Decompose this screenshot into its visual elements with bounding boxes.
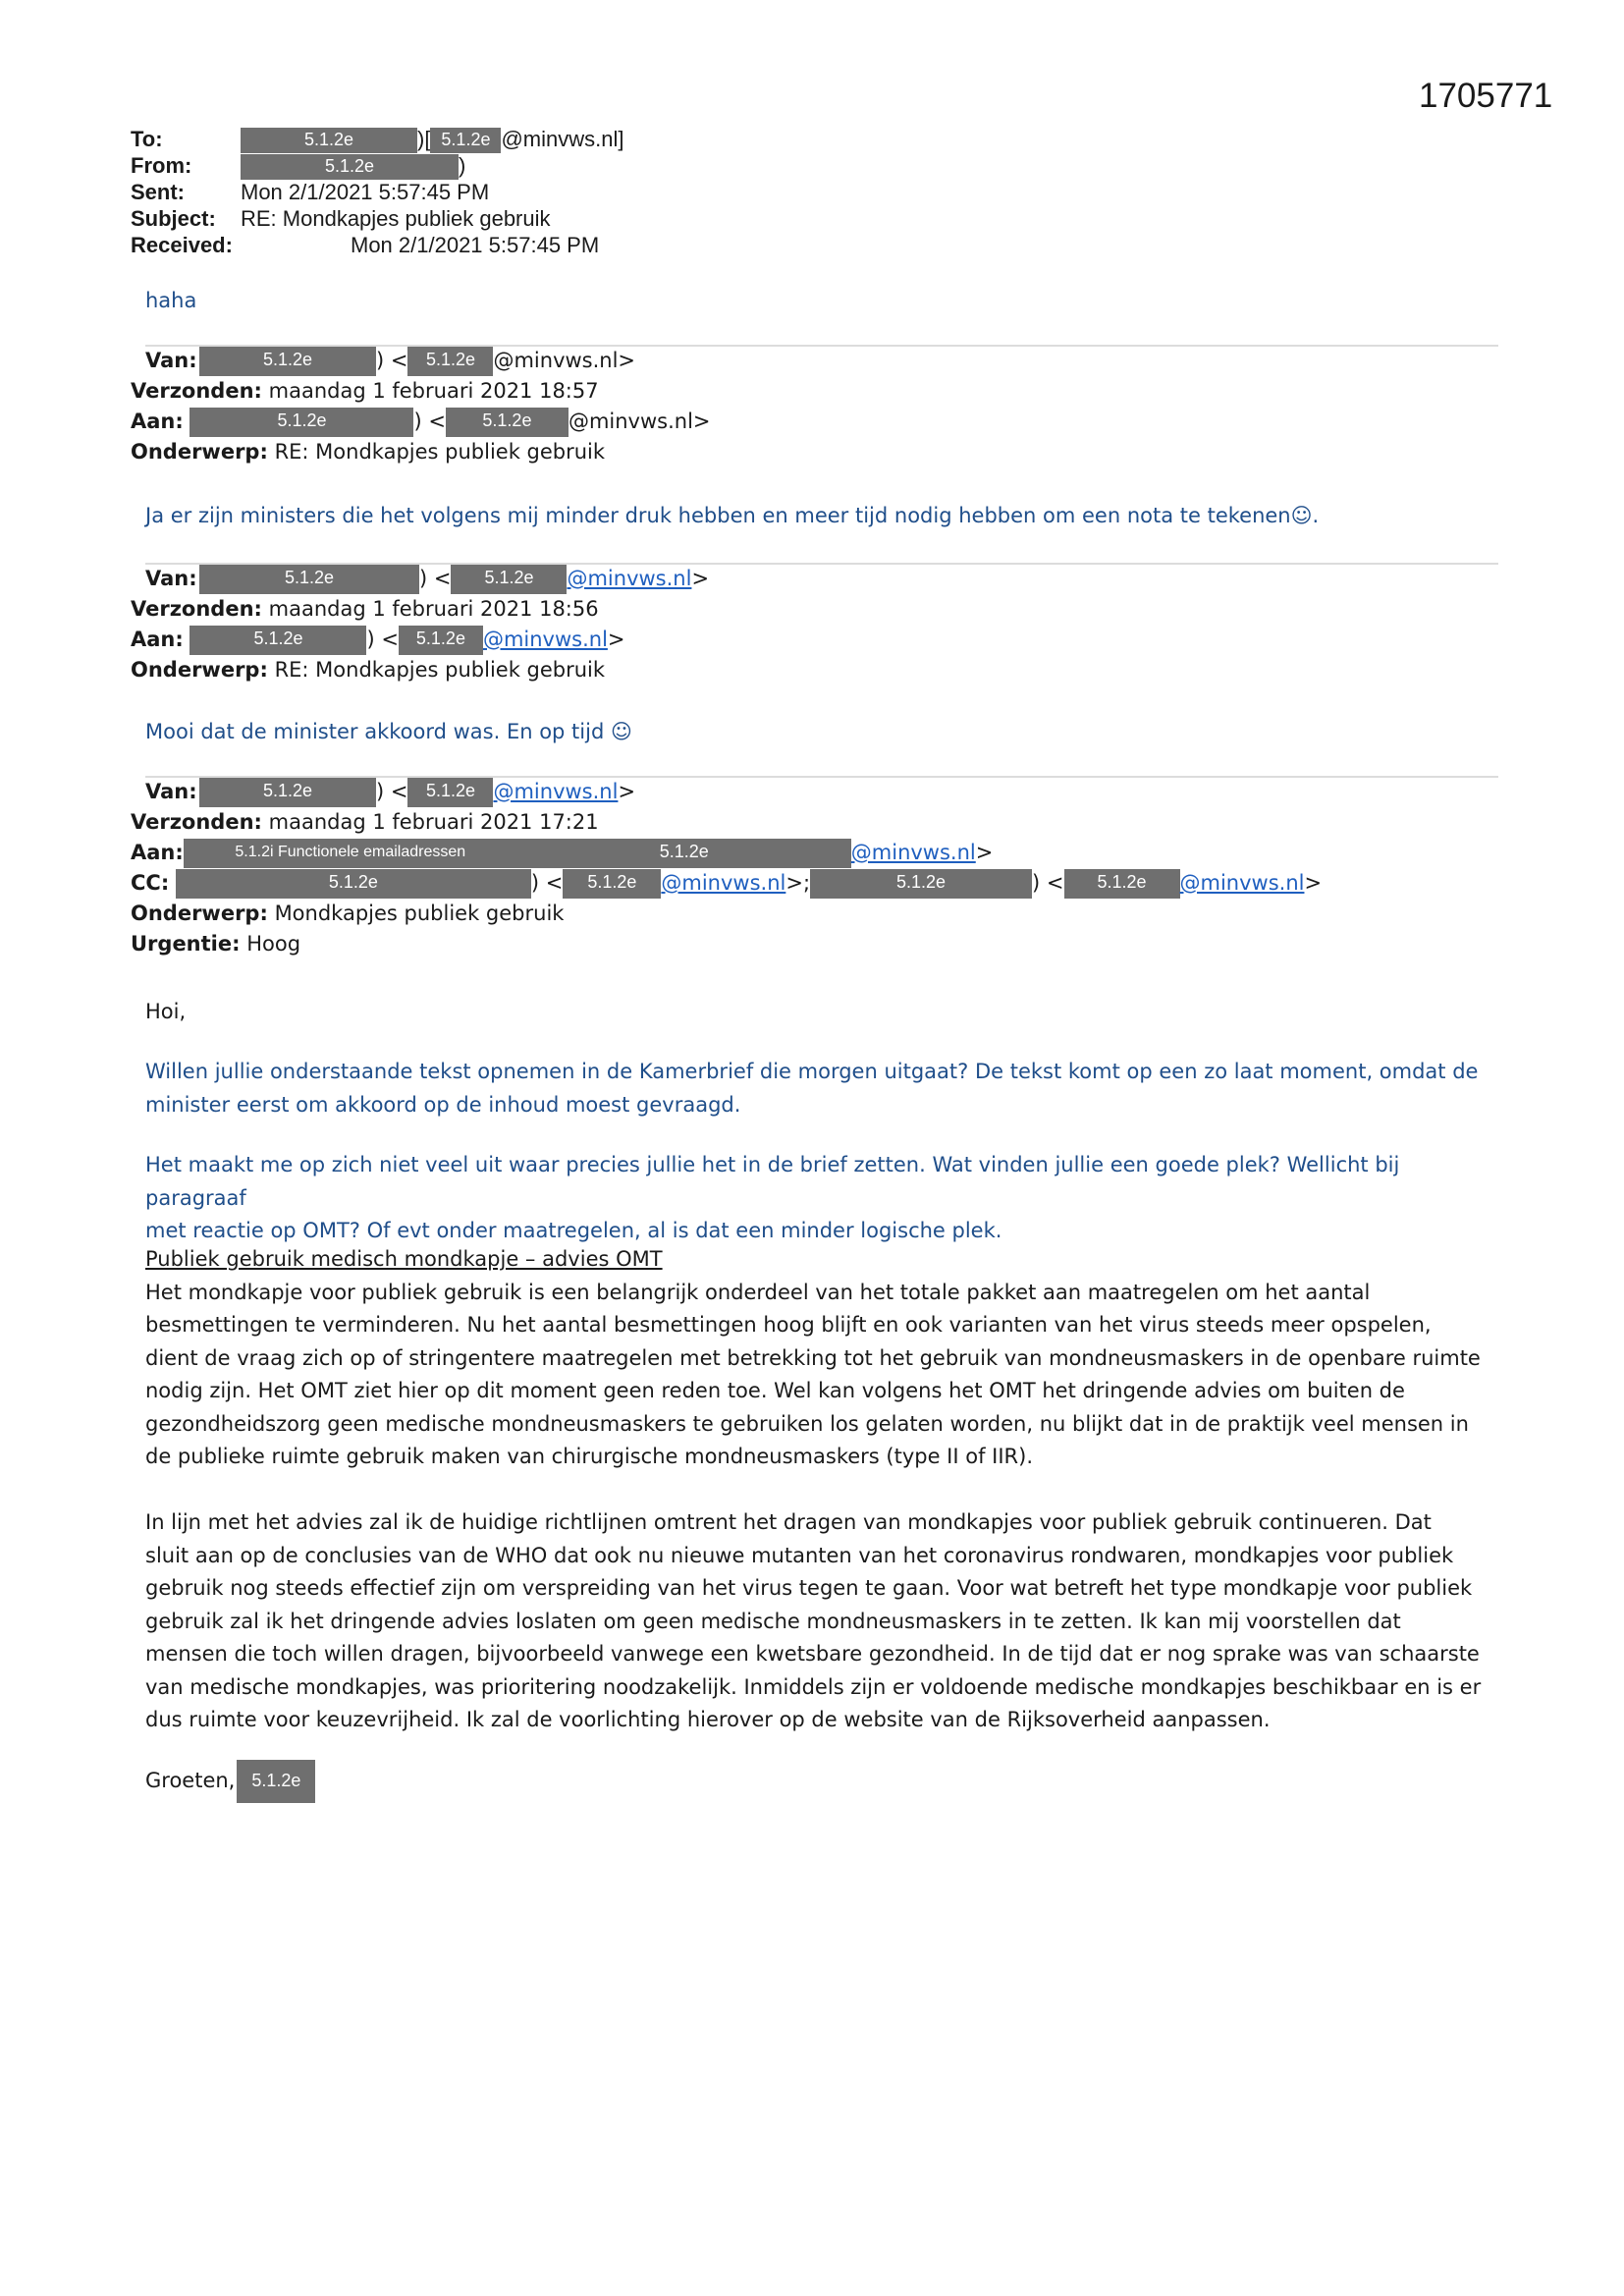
email2-van-value xyxy=(199,564,709,594)
redaction-box: 5.1.2e xyxy=(199,347,376,376)
email2-verzonden-row xyxy=(131,594,625,625)
email1-aan-label: Aan: xyxy=(131,410,184,433)
header-subject-value: RE: Mondkapjes publiek gebruik xyxy=(241,206,551,231)
section-para2-line: In lijn met het advies zal ik de huidige richtlijnen omtrent het dragen van mondkapjes voor publiek gebruik continueren. Dat xyxy=(145,1510,1432,1534)
redaction-box: 5.1.2e xyxy=(563,869,661,899)
header-to-domain: @minvws.nl] xyxy=(501,127,624,151)
email2-verzonden-label: Verzonden: xyxy=(131,597,262,621)
section-para1-line: de publieke ruimte gebruik maken van chirurgische mondneusmaskers (type II of IIR). xyxy=(145,1445,1034,1468)
email1-body: Ja er zijn ministers die het volgens mij minder druk hebben en meer tijd nodig hebben om een nota te tekenen☺. xyxy=(145,504,1320,527)
email3-van-row xyxy=(131,777,1322,807)
email2-body: Mooi dat de minister akkoord was. En op tijd ☺ xyxy=(145,720,632,743)
redaction-box: 5.1.2e xyxy=(451,565,567,594)
email3-verzonden-label: Verzonden: xyxy=(131,810,262,834)
section-para1-line: dient de vraag zich op of stringentere maatregelen met betrekking tot het gebruik van mondneusmaskers in de openbare ruimte xyxy=(145,1345,1481,1370)
email2-aan-label: Aan: xyxy=(131,628,184,651)
email3-verzonden-row xyxy=(131,807,1322,838)
section-para2-line: van medische mondkapjes, was prioritering noodzakelijk. Inmiddels zijn er voldoende medische mondkapjes beschikbaar en is er xyxy=(145,1674,1482,1699)
email2-aan-link[interactable]: @minvws.nl xyxy=(482,628,608,651)
section-para1-line: nodig zijn. Het OMT ziet hier op dit moment geen reden toe. Wel kan volgens het OMT het dringende advies om buiten de xyxy=(145,1379,1405,1402)
section-para1-line: besmettingen te verminderen. Nu het aantal besmettingen hoog blijft en ook varianten van het virus steeds meer opspelen, xyxy=(145,1313,1432,1337)
header-from-label: From: xyxy=(131,153,192,178)
email1-verzonden-value: maandag 1 februari 2021 18:57 xyxy=(268,379,599,403)
quoted-email-1 xyxy=(131,346,711,467)
email3-para1-line: minister eerst om akkoord op de inhoud moest gevraagd. xyxy=(145,1092,741,1117)
email3-van-close: > xyxy=(618,780,636,803)
header-subject-label: Subject: xyxy=(131,206,216,231)
quoted-email-3 xyxy=(131,777,1322,959)
email3-onderwerp-row xyxy=(131,899,1322,929)
section-para2-line: gebruik nog steeds effectief zijn om verspreiding van het virus tegen te gaan. Voor wat betreft het type mondkapje voor publiek xyxy=(145,1576,1473,1600)
email2-verzonden-value: maandag 1 februari 2021 18:56 xyxy=(268,597,599,621)
email2-aan-row xyxy=(131,625,625,655)
email3-cc-link-2[interactable]: @minvws.nl xyxy=(1179,871,1305,895)
header-received-label: Received: xyxy=(131,233,233,257)
header-sent-label: Sent: xyxy=(131,180,185,204)
section-para1-line: Het mondkapje voor publiek gebruik is een belangrijk onderdeel van het totale pakket aan maatregelen om het aantal xyxy=(145,1280,1371,1304)
email3-van-sep: ) < xyxy=(376,780,408,803)
redaction-box: 5.1.2e xyxy=(407,347,493,376)
redaction-box: 5.1.2e xyxy=(446,408,568,437)
section-para2-line: mensen die toch willen dragen, bijvoorbeeld vanwege een kwetsbare gezondheid. In de tijd dat er nog sprake was van schaarste xyxy=(145,1642,1480,1666)
email3-greeting: Hoi, xyxy=(145,1000,187,1023)
email3-aan-label: Aan: xyxy=(131,841,184,864)
email3-para2-line: met reactie op OMT? Of evt onder maatregelen, al is dat een minder logische plek. xyxy=(145,1219,1002,1242)
redaction-box: 5.1.2e xyxy=(241,128,417,153)
header-to-label: To: xyxy=(131,127,163,151)
email3-van-label: Van: xyxy=(145,780,197,803)
section-para2-line: gebruik zal ik het dringende advies loslaten om geen medische mondneusmaskers in te zetten. Ik kan mij voorstellen dat xyxy=(145,1609,1401,1633)
redaction-box: 5.1.2e xyxy=(237,1760,315,1803)
email3-onderwerp-label: Onderwerp: xyxy=(131,902,268,925)
header-from-value xyxy=(241,152,465,180)
reply-body: haha xyxy=(145,289,197,312)
email1-onderwerp-row xyxy=(131,437,711,467)
email2-van-link[interactable]: @minvws.nl xyxy=(567,567,692,590)
redaction-box: 5.1.2e xyxy=(517,839,851,868)
email2-van-row xyxy=(131,564,710,594)
section-para2-line: dus ruimte voor keuzevrijheid. Ik zal de voorlichting hierover op de website van de Rijksoverheid aanpassen. xyxy=(145,1708,1271,1731)
email3-section-para2 xyxy=(145,1506,1500,1737)
redaction-box: 5.1.2e xyxy=(199,565,419,594)
email2-aan-sep: ) < xyxy=(366,628,399,651)
section-para2-line: sluit aan op de conclusies van de WHO dat ook nu nieuwe mutanten van het coronavirus rondwaren, mondkapjes voor publiek xyxy=(145,1543,1454,1567)
email3-cc-sep-2: ) < xyxy=(1032,871,1064,895)
email3-closing xyxy=(145,1760,315,1803)
section-para1-line: gezondheidszorg geen medische mondneusmaskers te gebruiken los gelaten worden, nu blijkt dat in de praktijk veel mensen in xyxy=(145,1411,1469,1436)
email1-van-label: Van: xyxy=(145,349,197,372)
redaction-box: 5.1.2e xyxy=(810,869,1032,899)
email1-van-domain: @minvws.nl> xyxy=(493,349,636,372)
redaction-box: 5.1.2e xyxy=(199,778,376,807)
redaction-box: 5.1.2e xyxy=(407,778,493,807)
email3-verzonden-value: maandag 1 februari 2021 17:21 xyxy=(268,810,599,834)
email3-cc-label: CC: xyxy=(131,871,170,895)
email3-van-link[interactable]: @minvws.nl xyxy=(493,780,619,803)
email1-van-row xyxy=(131,346,711,376)
closing-text: Groeten, xyxy=(145,1769,236,1792)
email1-van-value xyxy=(199,346,635,376)
email2-onderwerp-label: Onderwerp: xyxy=(131,658,268,682)
email3-onderwerp-value: Mondkapjes publiek gebruik xyxy=(274,902,565,925)
email3-cc-semi: >; xyxy=(785,871,811,895)
email3-urgentie-row xyxy=(131,929,1322,959)
email3-cc-sep: ) < xyxy=(530,871,564,895)
email3-aan-close: > xyxy=(975,841,994,864)
email3-aan-link[interactable]: @minvws.nl xyxy=(850,841,976,864)
email3-cc-link-1[interactable]: @minvws.nl xyxy=(661,871,786,895)
email3-para2-line: Het maakt me op zich niet veel uit waar precies jullie het in de brief zetten. Wat vinden jullie een goede plek? Wellicht bij paragraaf xyxy=(145,1153,1400,1210)
email1-onderwerp-value: RE: Mondkapjes publiek gebruik xyxy=(274,440,606,464)
header-to-sep: )[ xyxy=(417,127,431,151)
redaction-box: 5.1.2e xyxy=(399,626,483,655)
redaction-box: 5.1.2e xyxy=(430,128,501,153)
email2-van-sep: ) < xyxy=(419,567,452,590)
email3-urgentie-value: Hoog xyxy=(246,932,301,956)
redaction-box: 5.1.2e xyxy=(189,408,413,437)
email2-onderwerp-row xyxy=(131,655,625,685)
email3-cc-close: > xyxy=(1304,871,1323,895)
quoted-email-2 xyxy=(131,564,710,685)
email3-urgentie-label: Urgentie: xyxy=(131,932,241,956)
email2-aan-close: > xyxy=(607,628,625,651)
document-number: 1705771 xyxy=(1419,77,1553,115)
email3-para1 xyxy=(145,1056,1500,1121)
email2-onderwerp-value: RE: Mondkapjes publiek gebruik xyxy=(274,658,606,682)
email3-van-value xyxy=(199,777,635,807)
email3-cc-row xyxy=(131,868,1322,899)
redaction-box: 5.1.2e xyxy=(1064,869,1180,899)
email2-van-label: Van: xyxy=(145,567,197,590)
email1-verzonden-label: Verzonden: xyxy=(131,379,262,403)
redaction-box: 5.1.2e xyxy=(241,154,459,180)
redaction-box: 5.1.2e xyxy=(176,869,531,899)
email1-van-sep: ) < xyxy=(376,349,408,372)
email1-aan-sep: ) < xyxy=(413,410,446,433)
email3-para2 xyxy=(145,1149,1500,1248)
email1-verzonden-row xyxy=(131,376,711,407)
header-to-value xyxy=(241,126,623,153)
header-sent-value: Mon 2/1/2021 5:57:45 PM xyxy=(241,180,490,204)
header-from-close: ) xyxy=(459,153,466,178)
email1-onderwerp-label: Onderwerp: xyxy=(131,440,268,464)
redaction-box-functional: 5.1.2i Functionele emailadressen xyxy=(184,839,517,868)
email3-aan-row xyxy=(131,838,1322,868)
email2-van-close: > xyxy=(691,567,710,590)
redaction-box: 5.1.2e xyxy=(189,626,366,655)
email1-aan-row xyxy=(131,407,711,437)
email3-section xyxy=(145,1243,1500,1474)
section-title: Publiek gebruik medisch mondkapje – advies OMT xyxy=(145,1247,663,1271)
email1-aan-domain: @minvws.nl> xyxy=(568,410,711,433)
email3-para1-line: Willen jullie onderstaande tekst opnemen in de Kamerbrief die morgen uitgaat? De tekst komt op een zo laat moment, omdat de xyxy=(145,1060,1479,1083)
header-received-value: Mon 2/1/2021 5:57:45 PM xyxy=(351,233,600,257)
